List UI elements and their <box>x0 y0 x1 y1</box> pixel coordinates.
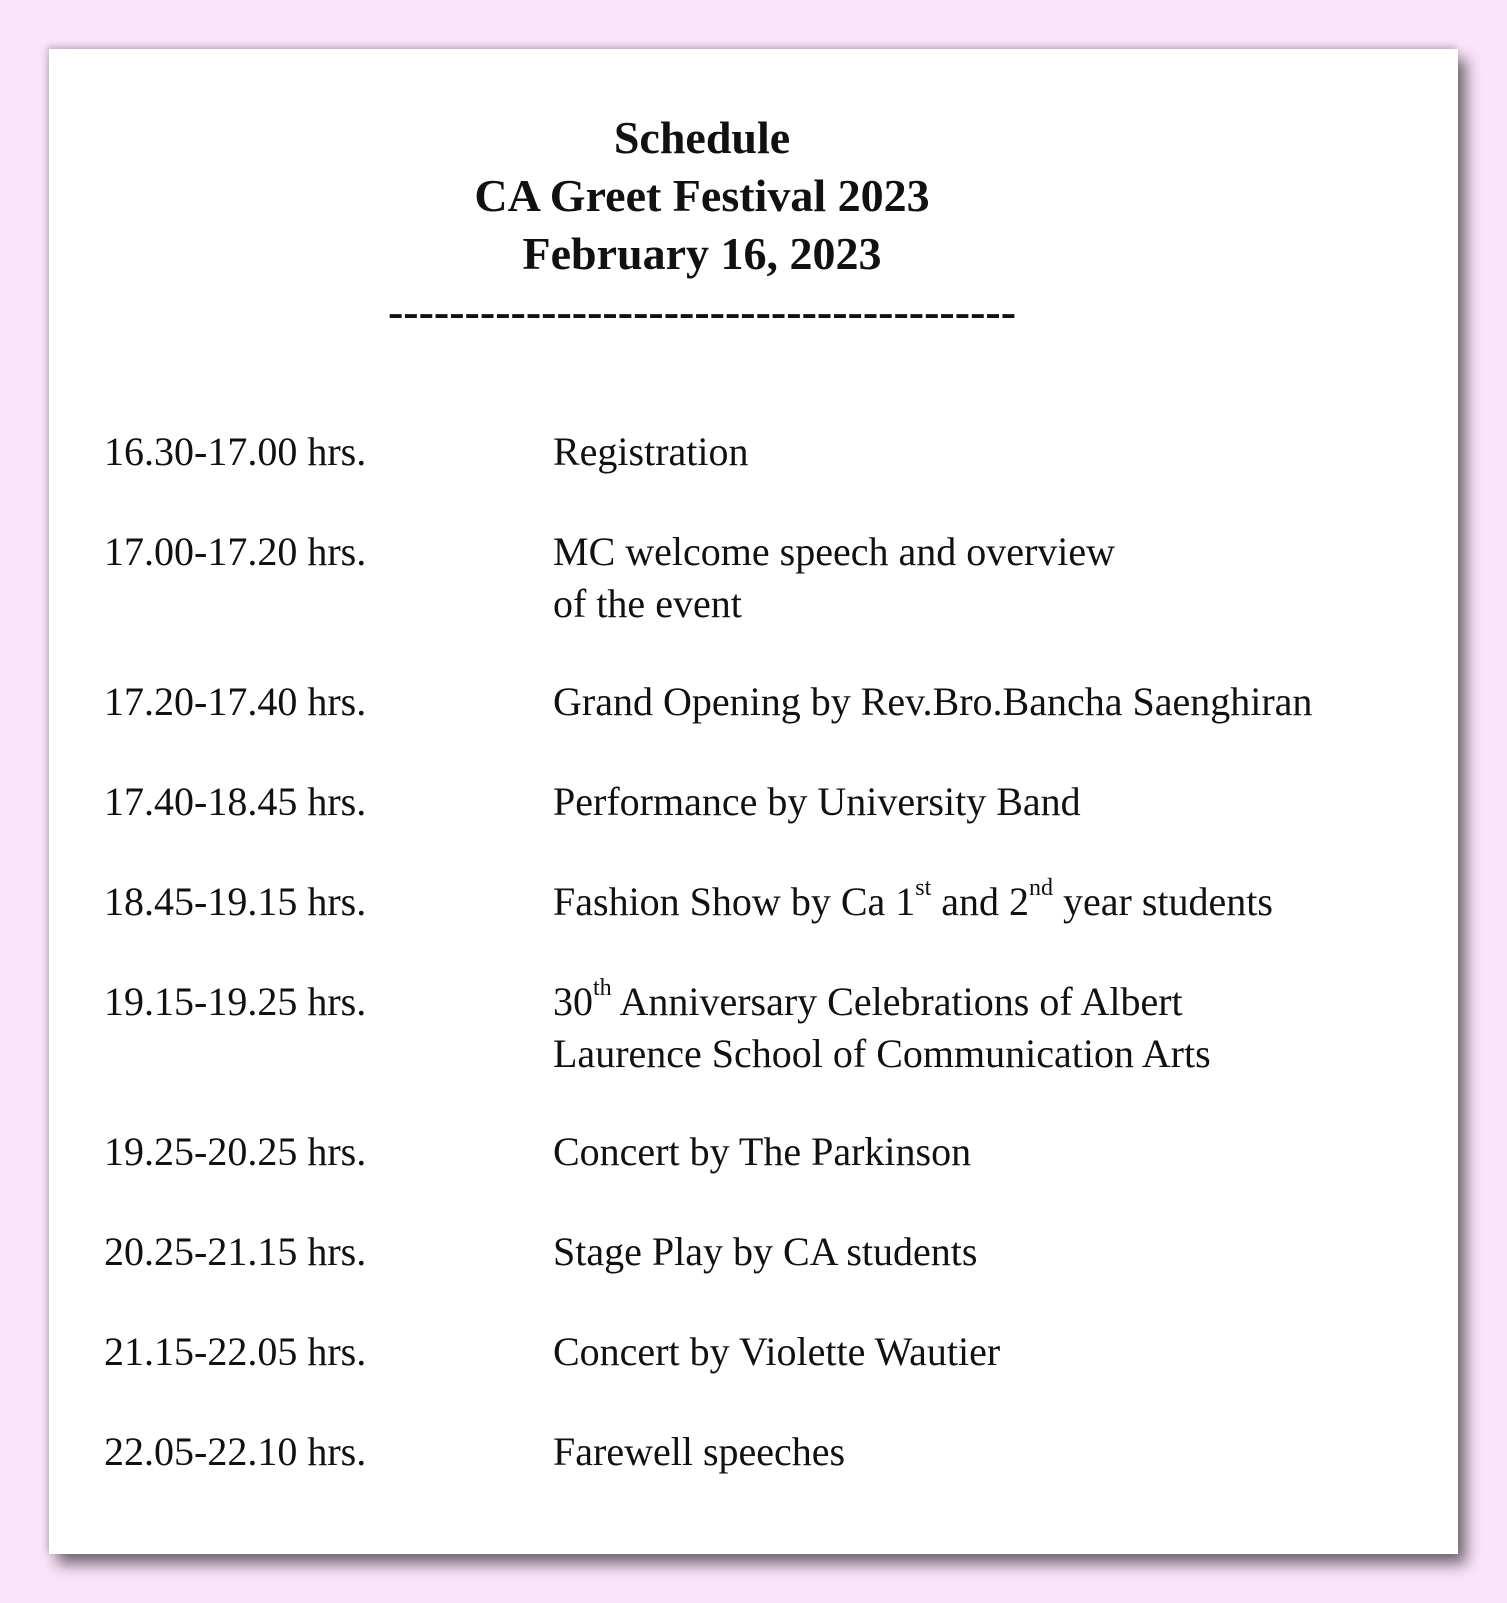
schedule-time: 17.40-18.45 hrs. <box>104 779 367 824</box>
schedule-time: 16.30-17.00 hrs. <box>104 429 367 474</box>
schedule-time: 17.00-17.20 hrs. <box>104 529 367 574</box>
schedule-time: 19.25-20.25 hrs. <box>104 1129 367 1174</box>
schedule-event-line: of the event <box>553 581 742 626</box>
schedule-event: Registration <box>553 429 749 474</box>
schedule-time: 18.45-19.15 hrs. <box>104 879 367 924</box>
schedule-event: Concert by The Parkinson <box>553 1129 972 1174</box>
schedule-time: 19.15-19.25 hrs. <box>104 979 367 1024</box>
schedule-event-text: and 2 <box>931 879 1030 924</box>
schedule-event: Stage Play by CA students <box>553 1229 978 1274</box>
schedule-event-text: Fashion Show by Ca 1 <box>553 879 916 924</box>
schedule-event-line: Laurence School of Communication Arts <box>553 1031 1211 1076</box>
schedule-time: 17.20-17.40 hrs. <box>104 679 367 724</box>
schedule-event-line: MC welcome speech and overview <box>553 529 1116 574</box>
schedule-time: 20.25-21.15 hrs. <box>104 1229 367 1274</box>
schedule-event-text: Anniversary Celebrations of Albert <box>611 979 1183 1024</box>
schedule-event <box>553 526 1433 630</box>
ordinal-suffix: st <box>915 874 932 901</box>
document-header <box>49 109 1355 341</box>
schedule-time: 22.05-22.10 hrs. <box>104 1429 367 1474</box>
schedule-event-text: year students <box>1053 879 1273 924</box>
schedule-time: 21.15-22.05 hrs. <box>104 1329 367 1374</box>
schedule-event: Concert by Violette Wautier <box>553 1329 1001 1374</box>
document-title: Schedule <box>613 112 791 163</box>
schedule-event <box>553 976 1433 1080</box>
ordinal-suffix: nd <box>1029 874 1054 901</box>
event-name: CA Greet Festival 2023 <box>474 170 930 221</box>
schedule-document <box>49 49 1458 1554</box>
schedule-event <box>553 876 1433 928</box>
schedule-event-line <box>553 976 1433 1028</box>
schedule-event: Farewell speeches <box>553 1429 846 1474</box>
ordinal-suffix: th <box>593 974 612 1001</box>
schedule-event-text: 30 <box>553 979 593 1024</box>
schedule-event: Grand Opening by Rev.Bro.Bancha Saenghiran <box>553 679 1313 724</box>
header-divider: ----------------------------------------- <box>387 286 1017 337</box>
schedule-event: Performance by University Band <box>553 779 1081 824</box>
event-date: February 16, 2023 <box>522 228 882 279</box>
